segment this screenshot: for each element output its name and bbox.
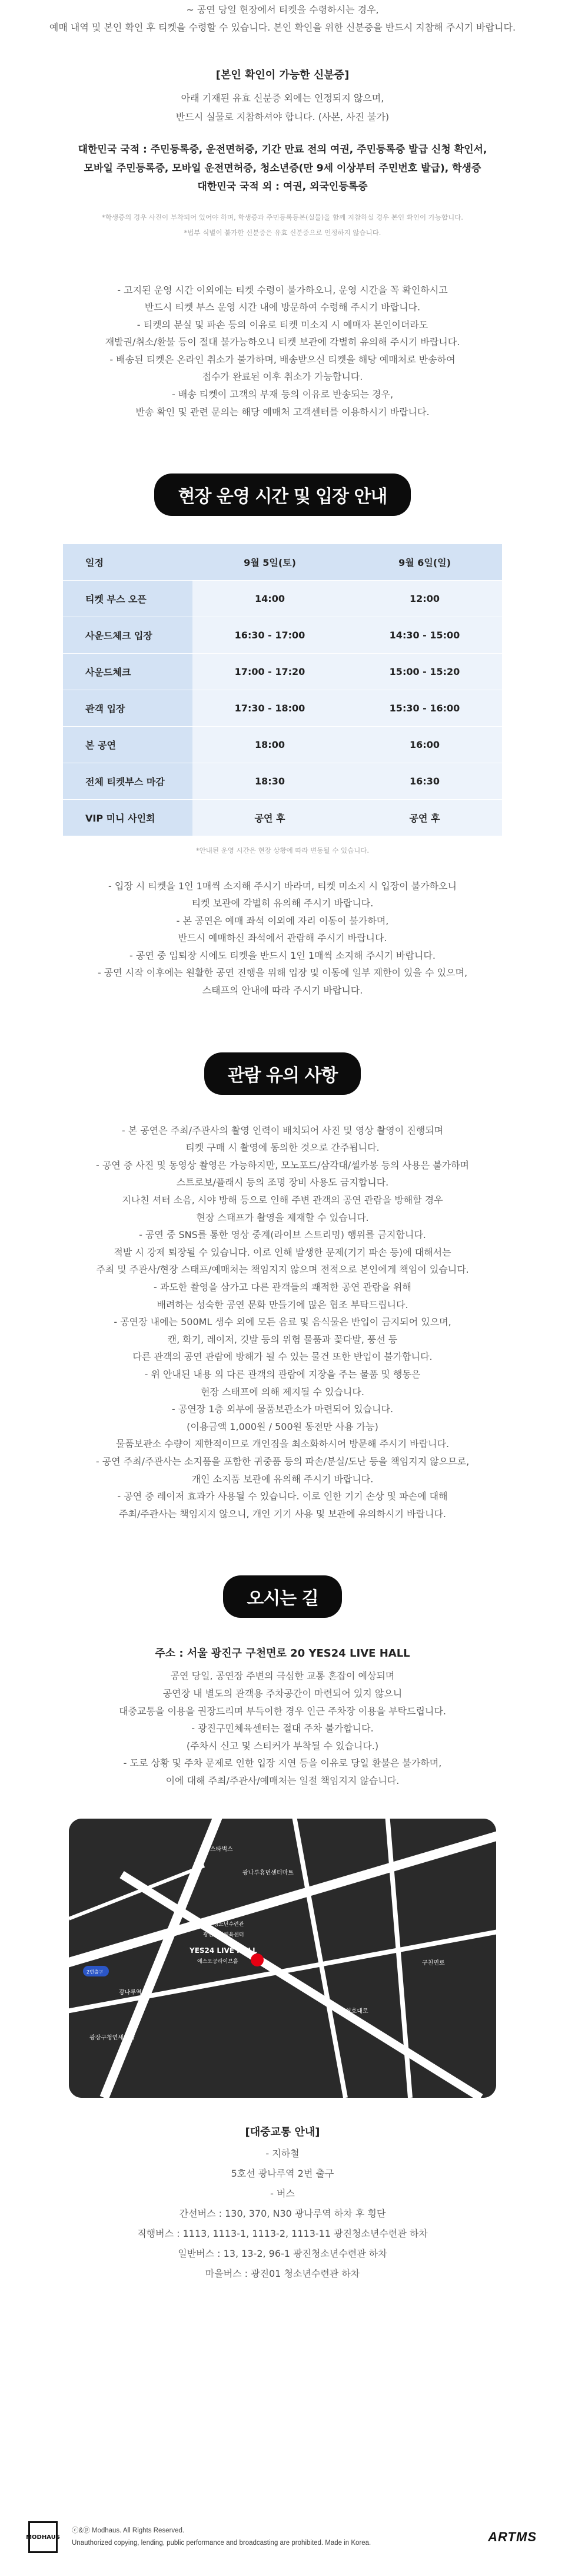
note-line: 접수가 완료된 이후 취소가 가능합니다. [202,371,363,383]
caution-line: - 본 공연은 주최/주관사의 촬영 인력이 배치되어 사진 및 영상 촬영이 진행되며 [121,1124,444,1136]
schedule-label-cell: 티켓 부스 오픈 [63,581,192,617]
schedule-label-cell: 본 공연 [63,727,192,763]
caution-line: - 공연 주최/주관사는 소지품을 포함한 귀중품 등의 파손/분실/도난 등을 책임지지 않으므로, [95,1455,470,1467]
note-line: 스태프의 안내에 따라 주시기 바랍니다. [202,985,363,996]
schedule-table [63,544,502,836]
schedule-time-cell: 16:00 [347,727,502,763]
note-line: - 공연 시작 이후에는 원활한 공연 진행을 위해 입장 및 이동에 일부 제한이 있을 수 있으며, [97,967,468,979]
schedule-heading-wrap [0,474,565,516]
caution-line: 물품보관소 수량이 제한적이므로 개인짐을 최소화하시어 방문해 주시기 바랍니다. [115,1438,450,1450]
map-label: 광장구청연세외과 [89,2035,135,2042]
table-row [63,763,502,800]
schedule-header-cell: 9월 5일(토) [192,544,347,581]
id-fine-print [0,210,565,240]
note-line: (주차시 신고 및 스티커가 부착될 수 있습니다.) [186,1740,379,1751]
caution-line: - 과도한 촬영을 삼가고 다른 관객들의 쾌적한 공연 관람을 위해 [154,1282,411,1293]
id-section-title: [본인 확인이 가능한 신분증] [215,69,350,82]
schedule-label-cell: 관객 입장 [63,690,192,727]
transit-title: [대중교통 안내] [245,2126,320,2139]
note-line: - 광진구민체육센터는 절대 주차 불가합니다. [191,1723,374,1734]
caution-line: - 공연 중 레이저 효과가 사용될 수 있습니다. 이로 인한 기기 손상 및 파손에 대해 [117,1491,448,1502]
note-line: 이에 대해 주최/주관사/예매처는 일절 책임지지 않습니다. [165,1774,400,1786]
modhaus-logo-text: MODHAUS [26,2534,60,2541]
map-road-label: 천호대로 [345,2008,368,2015]
note-line: 대중교통을 이용을 권장드리며 부득이한 경우 인근 주차장 이용을 부탁드립니다. [119,1705,446,1717]
id-list-item: 대한민국 국적 : 주민등록증, 운전면허증, 기간 만료 전의 여권, 주민등록증 발급 신청 확인서, [78,144,487,156]
id-list-item: 대한민국 국적 외 : 여권, 외국인등록증 [197,181,368,193]
directions-heading: 오시는 길 [223,1575,341,1618]
schedule-time-cell: 17:00 - 17:20 [192,654,347,690]
caution-line: (이용금액 1,000원 / 500원 동전만 사용 가능) [187,1421,378,1432]
schedule-header-row [63,544,502,581]
route-notes [0,1667,565,1789]
caution-line: 배려하는 성숙한 공연 문화 만들기에 많은 협조 부탁드립니다. [157,1299,408,1310]
note-line: 티켓 보관에 각별히 유의해 주시기 바랍니다. [191,898,374,909]
venue-marker-icon [251,1953,264,1966]
note-line: 공연 당일, 공연장 주변의 극심한 교통 혼잡이 예상되며 [170,1670,395,1682]
caution-heading: 관람 유의 사항 [204,1052,361,1095]
id-list [0,141,565,196]
copyright-line: Unauthorized copying, lending, public performance and broadcasting are prohibited. Made in Korea. [72,2539,371,2547]
venue-map [69,1819,496,2098]
caution-line: - 공연 중 SNS를 통한 영상 중계(라이브 스트리밍) 행위를 금지합니다. [139,1229,426,1241]
map-graphic [69,1819,496,2098]
intro-line: 예매 내역 및 본인 확인 후 티켓을 수령할 수 있습니다. 본인 확인을 위한 신분증을 반드시 지참해 주시기 바랍니다. [49,21,516,33]
caution-line: 주최/주관사는 책임지지 않으니, 개인 기기 사용 및 보관에 유의하시기 바랍니다. [119,1508,446,1519]
note-line: - 배송 티켓이 고객의 부재 등의 이유로 반송되는 경우, [171,389,394,400]
caution-line: 개인 소지품 보관에 유의해 주시기 바랍니다. [191,1473,374,1485]
caution-line: - 위 안내된 내용 외 다른 관객의 관람에 지장을 주는 물품 및 행동은 [144,1368,421,1380]
id-section [0,36,565,240]
schedule-time-cell: 16:30 - 17:00 [192,617,347,654]
schedule-header-cell: 일정 [63,544,192,581]
schedule-label-cell: 전체 티켓부스 마감 [63,763,192,800]
caution-line: 티켓 구매 시 촬영에 동의한 것으로 간주됩니다. [185,1142,380,1154]
transit-line: 간선버스 : 130, 370, N30 광나루역 하차 후 횡단 [179,2208,386,2220]
schedule-time-cell: 15:00 - 15:20 [347,654,502,690]
caution-line: 다른 관객의 공연 관람에 방해가 될 수 있는 물건 또한 반입이 불가합니다. [132,1351,433,1363]
caution-line: - 공연장 내에는 500ML 생수 외에 모든 음료 및 음식물은 반입이 금지되어 있으며, [114,1316,451,1328]
map-label: 스타벅스 [210,1846,233,1853]
fine-print-line: *법부 식별이 불가한 신분증은 유효 신분증으로 인정하지 않습니다. [184,228,381,237]
note-line: 재발권/취소/환불 등이 절대 불가능하오니 티켓 보관에 각별히 유의해 주시기 바랍니다. [105,336,460,348]
schedule-time-cell: 공연 후 [347,800,502,836]
copyright-line: ⓒ&ⓟ Modhaus. All Rights Reserved. [72,2527,185,2534]
caution-line: 지나친 셔터 소음, 시야 방해 등으로 인해 주변 관객의 공연 관람을 방해할 경우 [122,1194,443,1206]
note-line: - 배송된 티켓은 온라인 취소가 불가하며, 배송받으신 티켓을 해당 예매처로 반송하여 [109,353,456,365]
map-road-label: 구천면로 [422,1960,445,1967]
schedule-time-cell: 16:30 [347,763,502,800]
table-row [63,581,502,617]
entry-notes [0,878,565,999]
map-venue-label: YES24 LIVE HALL [190,1946,257,1955]
schedule-time-cell: 15:30 - 16:00 [347,690,502,727]
note-line: - 입장 시 티켓을 1인 1매씩 소지해 주시기 바라며, 티켓 미소지 시 입장이 불가하오니 [108,880,457,892]
copyright [72,2525,371,2550]
schedule-note: *안내된 운영 시간은 현장 상황에 따라 변동될 수 있습니다. [195,846,370,855]
caution-line: 캔, 화기, 레이저, 깃발 등의 위험 물품과 꽃다발, 풍선 등 [167,1333,398,1345]
artms-logo: ARTMS [488,2529,537,2544]
schedule-heading: 현장 운영 시간 및 입장 안내 [154,474,410,516]
transit-line: 5호선 광나루역 2번 출구 [231,2168,334,2180]
footer [0,2508,565,2567]
note-line: - 고지된 운영 시간 이외에는 티켓 수령이 불가하오니, 운영 시간을 꼭 확인하시고 [117,284,448,296]
map-label: 광나루휴먼센터마트 [242,1870,294,1877]
schedule-label-cell: 사운드체크 입장 [63,617,192,654]
transit-line: - 버스 [270,2188,295,2200]
id-list-item: 모바일 주민등록증, 모바일 운전면허증, 청소년증(만 9세 이상부터 주민번호 발급), 학생증 [84,162,481,174]
schedule-time-cell: 14:30 - 15:00 [347,617,502,654]
table-row [63,800,502,836]
caution-notes [0,1122,565,1523]
schedule-time-cell: 공연 후 [192,800,347,836]
map-label: 에스오공라이브홀 [197,1959,238,1965]
note-line: 공연장 내 별도의 관객용 주차공간이 마련되어 있지 않으니 [162,1687,403,1699]
caution-line: - 공연 중 사진 및 동영상 촬영은 가능하지만, 모노포드/삼각대/셀카봉 등의 사용은 불가하며 [95,1159,469,1171]
schedule-label-cell: VIP 미니 사인회 [63,800,192,836]
map-label: 2번출구 [87,1969,104,1975]
transit-line: 직행버스 : 1113, 1113-1, 1113-2, 1113-11 광진청소년수련관 하차 [137,2228,428,2240]
map-label: 광나루역 [119,1989,142,1996]
note-line: - 본 공연은 예매 좌석 이외에 자리 이동이 불가하며, [176,915,389,926]
intro-line: ~ 공연 당일 현장에서 티켓을 수령하시는 경우, [186,4,379,15]
schedule-label-cell: 사운드체크 [63,654,192,690]
map-background [69,1819,496,2098]
ticket-pickup-intro [0,0,565,36]
table-row [63,617,502,654]
transit-line: 일반버스 : 13, 13-2, 96-1 광진청소년수련관 하차 [178,2248,387,2260]
directions-heading-wrap [0,1575,565,1618]
schedule-time-cell: 18:00 [192,727,347,763]
map-label: 광진청소년수련관 [203,1922,244,1928]
note-line: 반드시 예매하신 좌석에서 관람해 주시기 바랍니다. [178,932,387,944]
schedule-time-cell: 14:00 [192,581,347,617]
schedule-time-cell: 17:30 - 18:00 [192,690,347,727]
id-line: 아래 기재된 유효 신분증 외에는 인정되지 않으며, [181,92,384,104]
note-line: - 공연 중 입퇴장 시에도 티켓을 반드시 1인 1매씩 소지해 주시기 바랍니다. [129,949,436,961]
schedule-time-cell: 18:30 [192,763,347,800]
caution-line: - 공연장 1층 외부에 물품보관소가 마련되어 있습니다. [171,1403,394,1415]
note-line: - 도로 상황 및 주차 문제로 인한 입장 지연 등을 이유로 당일 환불은 불가하며, [123,1757,442,1769]
ticket-notes [0,282,565,421]
table-row [63,654,502,690]
caution-line: 현장 스태프에 의해 제지될 수 있습니다. [201,1386,364,1398]
transit-info [0,2124,565,2284]
caution-line: 적발 시 강제 퇴장될 수 있습니다. 이로 인해 발생한 문제(기기 파손 등)에 대해서는 [114,1246,451,1258]
caution-heading-wrap [0,1052,565,1095]
table-row [63,727,502,763]
modhaus-logo [28,2521,58,2553]
schedule-header-cell: 9월 6일(일) [347,544,502,581]
caution-line: 스트로보/플래시 등의 조명 장비 사용도 금지합니다. [176,1177,389,1188]
table-row [63,690,502,727]
note-line: - 티켓의 분실 및 파손 등의 이유로 티켓 미소지 시 예매자 본인이더라도 [137,319,428,330]
note-line: 반드시 티켓 부스 운영 시간 내에 방문하여 수령해 주시기 바랍니다. [144,302,421,313]
fine-print-line: *학생증의 경우 사진이 부착되어 있어야 하며, 학생증과 주민등록등본(실물)을 함께 지참하실 경우 본인 확인이 가능합니다. [102,213,463,221]
transit-line: - 지하철 [265,2148,300,2160]
transit-line: 마을버스 : 광진01 청소년수련관 하차 [205,2268,360,2280]
map-label: 광진구민체육센터 [203,1932,244,1939]
note-line: 반송 확인 및 관련 문의는 해당 예매처 고객센터를 이용하시기 바랍니다. [135,406,430,418]
venue-address: 주소 : 서울 광진구 구천면로 20 YES24 LIVE HALL [155,1647,410,1660]
caution-line: 주최 및 주관사/현장 스태프/예매처는 책임지지 않으며 전적으로 본인에게 책임이 있습니다. [96,1264,469,1276]
caution-line: 현장 스태프가 촬영을 제재할 수 있습니다. [196,1211,369,1223]
id-line: 반드시 실물로 지참하셔야 합니다. (사본, 사진 불가) [175,111,390,123]
schedule-time-cell: 12:00 [347,581,502,617]
